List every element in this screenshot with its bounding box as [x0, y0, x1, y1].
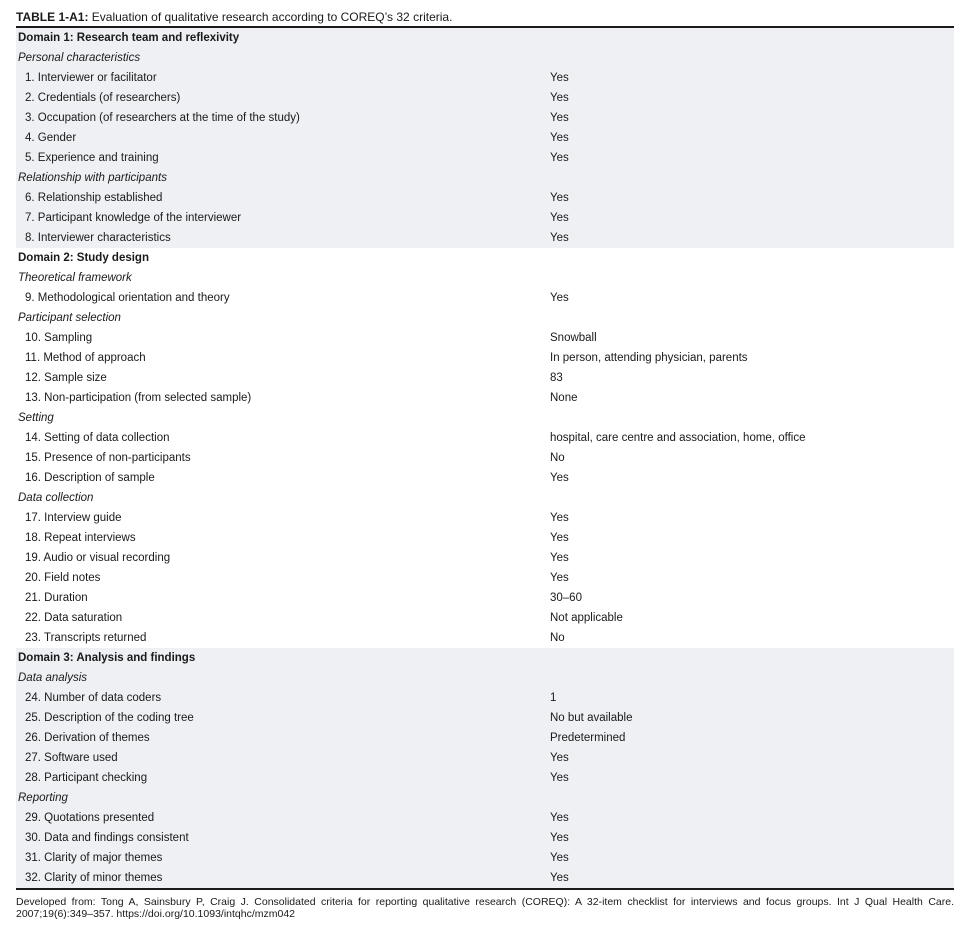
table-row: [16, 628, 954, 648]
criterion-label: 31. Clarity of major themes: [16, 848, 550, 868]
table-row: [16, 568, 954, 588]
table-row: [16, 388, 954, 408]
criterion-label: 32. Clarity of minor themes: [16, 868, 550, 889]
criterion-label: 8. Interviewer characteristics: [16, 228, 550, 248]
criterion-label: 16. Description of sample: [25, 472, 155, 484]
criterion-label: 12. Sample size: [25, 372, 107, 384]
table-body: [16, 27, 954, 889]
criterion-value: Yes: [550, 208, 954, 228]
criterion-value: Yes: [550, 868, 954, 889]
criterion-value: Yes: [550, 828, 954, 848]
table-row: [16, 68, 954, 88]
criterion-value: [550, 248, 954, 268]
criterion-label: 10. Sampling: [25, 332, 93, 344]
criterion-label: 3. Occupation (of researchers at the time of the study): [16, 108, 550, 128]
criterion-label: 15. Presence of non-participants: [25, 452, 191, 464]
table-row: [16, 208, 954, 228]
criterion-value: [550, 788, 954, 808]
criterion-value: Snowball: [550, 332, 597, 344]
criterion-value: Predetermined: [550, 728, 954, 748]
table-row: [16, 348, 954, 368]
criterion-value: Yes: [550, 472, 569, 484]
domain-title: Domain 1: Research team and reflexivity: [16, 27, 550, 48]
subsection-row: [16, 48, 954, 68]
subsection-row: [16, 268, 954, 288]
criterion-value: 30–60: [550, 592, 582, 604]
subsection-row: [16, 788, 954, 808]
criterion-value: Yes: [550, 128, 954, 148]
table-row: [16, 848, 954, 868]
table-row: [16, 448, 954, 468]
criterion-label: 23. Transcripts returned: [25, 632, 147, 644]
criterion-value: Yes: [550, 292, 569, 304]
criterion-value: In person, attending physician, parents: [550, 352, 748, 364]
criterion-label: 30. Data and findings consistent: [16, 828, 550, 848]
criterion-value: Yes: [550, 552, 569, 564]
criterion-value: [550, 308, 954, 328]
table-row: [16, 128, 954, 148]
table-row: [16, 188, 954, 208]
criterion-label: 24. Number of data coders: [16, 688, 550, 708]
table-caption-label: TABLE 1-A1:: [16, 10, 89, 24]
table-row: [16, 228, 954, 248]
table-row: [16, 148, 954, 168]
table-row: [16, 108, 954, 128]
criterion-value: [550, 488, 954, 508]
domain-header-row: [16, 648, 954, 668]
subsection-row: [16, 168, 954, 188]
criterion-value: None: [550, 392, 578, 404]
criterion-value: Not applicable: [550, 612, 623, 624]
criterion-value: Yes: [550, 512, 569, 524]
domain-header-row: [16, 248, 954, 268]
coreq-criteria-table: [16, 26, 954, 890]
table-row: [16, 288, 954, 308]
criterion-value: hospital, care centre and association, home, office: [550, 432, 806, 444]
criterion-value: Yes: [550, 88, 954, 108]
criterion-value: [550, 668, 954, 688]
criterion-label: 27. Software used: [16, 748, 550, 768]
criterion-label: 22. Data saturation: [25, 612, 123, 624]
table-row: [16, 768, 954, 788]
table-row: [16, 748, 954, 768]
table-footnote: Developed from: Tong A, Sainsbury P, Craig J. Consolidated criteria for reporting qualitative research (COREQ): A 32-item checklist for interviews and focus groups. Int J Qual Health Care. 2007;19(6):349–357. https://doi.org/10.1093/intqhc/mzm042: [16, 896, 954, 920]
criterion-label: 25. Description of the coding tree: [16, 708, 550, 728]
criterion-value: No but available: [550, 708, 954, 728]
criterion-label: 14. Setting of data collection: [25, 432, 170, 444]
criterion-value: Yes: [550, 188, 954, 208]
subsection-title: Setting: [18, 412, 54, 424]
criterion-label: 7. Participant knowledge of the interviewer: [16, 208, 550, 228]
criterion-value: [550, 48, 954, 68]
criterion-label: 29. Quotations presented: [16, 808, 550, 828]
criterion-label: 17. Interview guide: [25, 512, 122, 524]
subsection-row: [16, 308, 954, 328]
table-row: [16, 608, 954, 628]
table-row: [16, 88, 954, 108]
criterion-value: [550, 27, 954, 48]
criterion-value: No: [550, 452, 565, 464]
criterion-value: Yes: [550, 148, 954, 168]
subsection-row: [16, 488, 954, 508]
subsection-title: Personal characteristics: [16, 48, 550, 68]
criterion-value: Yes: [550, 808, 954, 828]
subsection-title: Relationship with participants: [16, 168, 550, 188]
table-caption: [16, 8, 954, 26]
subsection-title: Participant selection: [18, 312, 121, 324]
criterion-label: 11. Method of approach: [25, 352, 146, 364]
subsection-title: Reporting: [16, 788, 550, 808]
criterion-value: [550, 268, 954, 288]
domain-title: Domain 3: Analysis and findings: [16, 648, 550, 668]
criterion-label: 1. Interviewer or facilitator: [16, 68, 550, 88]
criterion-value: No: [550, 632, 565, 644]
table-row: [16, 708, 954, 728]
table-row: [16, 728, 954, 748]
table-row: [16, 688, 954, 708]
domain-header-row: [16, 27, 954, 48]
criterion-value: Yes: [550, 768, 954, 788]
criterion-label: 13. Non-participation (from selected sample): [25, 392, 252, 404]
criterion-value: Yes: [550, 68, 954, 88]
criterion-value: [550, 168, 954, 188]
table-row: [16, 328, 954, 348]
criterion-label: 20. Field notes: [25, 572, 101, 584]
criterion-label: 26. Derivation of themes: [16, 728, 550, 748]
criterion-value: Yes: [550, 572, 569, 584]
table-row: [16, 828, 954, 848]
table-row: [16, 468, 954, 488]
criterion-label: 28. Participant checking: [16, 768, 550, 788]
criterion-label: 4. Gender: [16, 128, 550, 148]
table-row: [16, 548, 954, 568]
subsection-title: Data analysis: [16, 668, 550, 688]
criterion-label: 5. Experience and training: [16, 148, 550, 168]
criterion-label: 21. Duration: [25, 592, 88, 604]
coreq-table-figure: [16, 8, 954, 920]
table-row: [16, 508, 954, 528]
criterion-value: Yes: [550, 108, 954, 128]
table-row: [16, 868, 954, 889]
criterion-value: [550, 408, 954, 428]
domain-title: Domain 2: Study design: [18, 252, 149, 264]
table-row: [16, 588, 954, 608]
criterion-value: 83: [550, 372, 563, 384]
criterion-label: 9. Methodological orientation and theory: [25, 292, 230, 304]
criterion-value: Yes: [550, 848, 954, 868]
criterion-value: Yes: [550, 748, 954, 768]
subsection-row: [16, 668, 954, 688]
criterion-label: 2. Credentials (of researchers): [16, 88, 550, 108]
table-row: [16, 428, 954, 448]
table-row: [16, 528, 954, 548]
criterion-value: 1: [550, 688, 954, 708]
criterion-label: 18. Repeat interviews: [25, 532, 136, 544]
subsection-title: Data collection: [18, 492, 94, 504]
criterion-value: Yes: [550, 532, 569, 544]
subsection-row: [16, 408, 954, 428]
subsection-title: Theoretical framework: [18, 272, 132, 284]
table-row: [16, 808, 954, 828]
criterion-value: Yes: [550, 228, 954, 248]
table-caption-text: Evaluation of qualitative research according to COREQ’s 32 criteria.: [88, 10, 453, 24]
table-row: [16, 368, 954, 388]
criterion-label: 6. Relationship established: [16, 188, 550, 208]
criterion-value: [550, 648, 954, 668]
criterion-label: 19. Audio or visual recording: [25, 552, 171, 564]
